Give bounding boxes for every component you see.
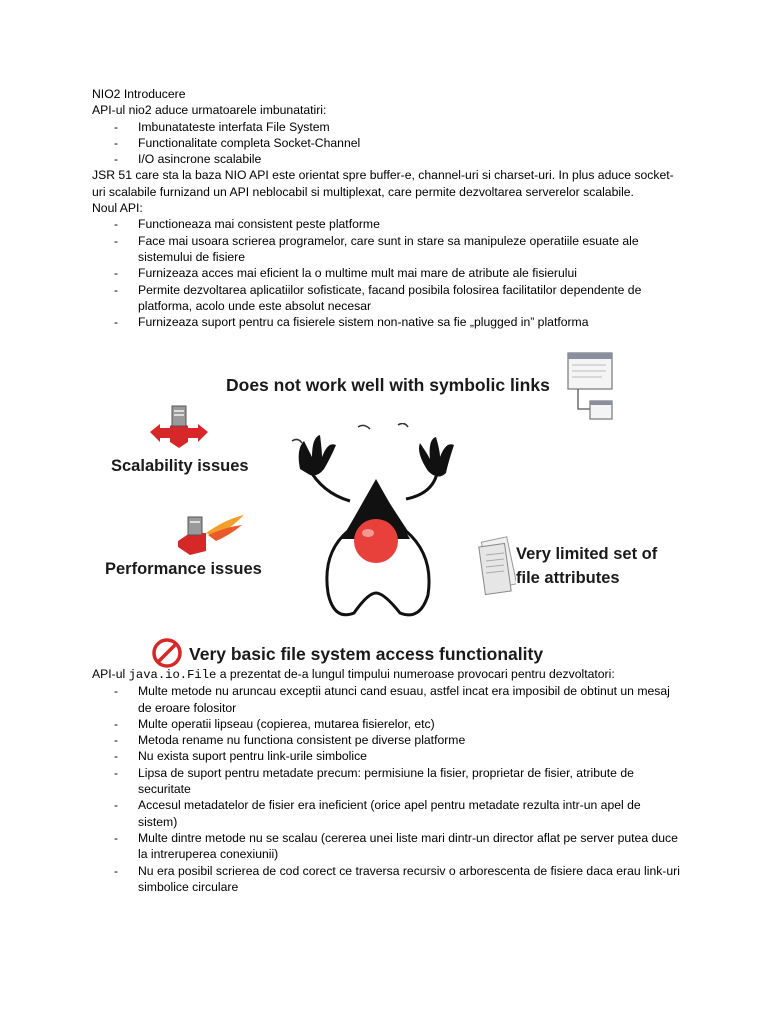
list-item: - Metoda rename nu functiona consistent pe diverse platforme [114,733,466,748]
list-item: - Face mai usoara scrierea programelor, care sunt in stare sa manipuleze operatiile esuate ale sistemului de fisiere [114,233,639,264]
java-io-file-problems-list [92,683,682,895]
list-item: - Accesul metadatelor de fisier era ineficient (orice apel pentru metadate rezulta intr-un apel de sistem) [114,798,641,829]
list-item: - Multe dintre metode nu se scalau (cererea unei liste mari dintr-un director aflat pe server putea duce la intreruperea conexiunii) [114,830,678,862]
list-item: - Imbunatateste interfata File System [114,119,330,134]
list-item: - Functionalitate completa Socket-Channel [114,135,361,150]
label-basic-functionality: Very basic file system access functionality [189,644,544,664]
list-item: - Nu era posibil scrierea de cod corect ce traversa recursiv o arborescenta de fisiere daca erau link-uri simbolice circulare [114,863,680,894]
improvements-list [92,119,682,168]
nio-problems-figure [90,355,690,670]
document-stack-icon [476,535,516,599]
java-io-file-intro: API-ul java.io.File a prezentat de-a lungul timpului numeroase provocari pentru dezvoltatori: [92,667,615,682]
duke-mascot-image [288,423,468,625]
section-nio2-intro [92,86,682,330]
server-scalability-icon [148,402,210,448]
label-scalability: Scalability issues [111,457,249,475]
label-symbolic-links: Does not work well with symbolic links [226,375,550,395]
list-item: - Functioneaza mai consistent peste platforme [114,217,380,232]
new-api-heading: Noul API: [92,201,143,216]
new-api-list [92,216,682,330]
list-item: - Furnizeaza acces mai eficient la o multime mult mai mare de atribute ale fisierului [114,266,577,281]
label-performance: Performance issues [105,560,262,578]
list-item: - Nu exista suport pentru link-urile simbolice [114,749,367,764]
section-title: NIO2 Introducere [92,87,186,101]
list-item: - Permite dezvoltarea aplicatiilor sofisticate, facand posibila folosirea facilitatilor dependente de platforma, acolo unde este absolut necesar [114,282,642,313]
code-java-io-file: java.io.File [128,668,217,682]
server-performance-icon [176,511,246,555]
label-attributes-line2: file attributes [516,569,620,587]
section-java-io-file [92,666,682,895]
list-item: - Furnizeaza suport pentru ca fisierele sistem non-native sa fie „plugged in” platforma [114,315,589,330]
window-link-icon [562,349,618,427]
label-attributes-line1: Very limited set of [516,545,658,563]
improvements-intro: API-ul nio2 aduce urmatoarele imbunatatiri: [92,103,327,118]
list-item: - Multe metode nu aruncau exceptii atunci cand esuau, astfel incat era imposibil de obtinut un mesaj de eroare folositor [114,684,670,715]
prohibited-icon [150,637,184,669]
list-item: - I/O asincrone scalabile [114,152,262,167]
list-item: - Lipsa de suport pentru metadate precum: permisiune la fisier, proprietar de fisier, atribute de securitate [114,765,634,797]
jsr-paragraph: JSR 51 care sta la baza NIO API este orientat spre buffer-e, channel-uri si charset-uri. In plus aduce socket-uri scalabile furnizand un API neblocabil si multiplexat, care permite dezvoltarea serverelor scalabile. [92,168,674,199]
list-item: - Multe operatii lipseau (copierea, mutarea fisierelor, etc) [114,716,435,731]
